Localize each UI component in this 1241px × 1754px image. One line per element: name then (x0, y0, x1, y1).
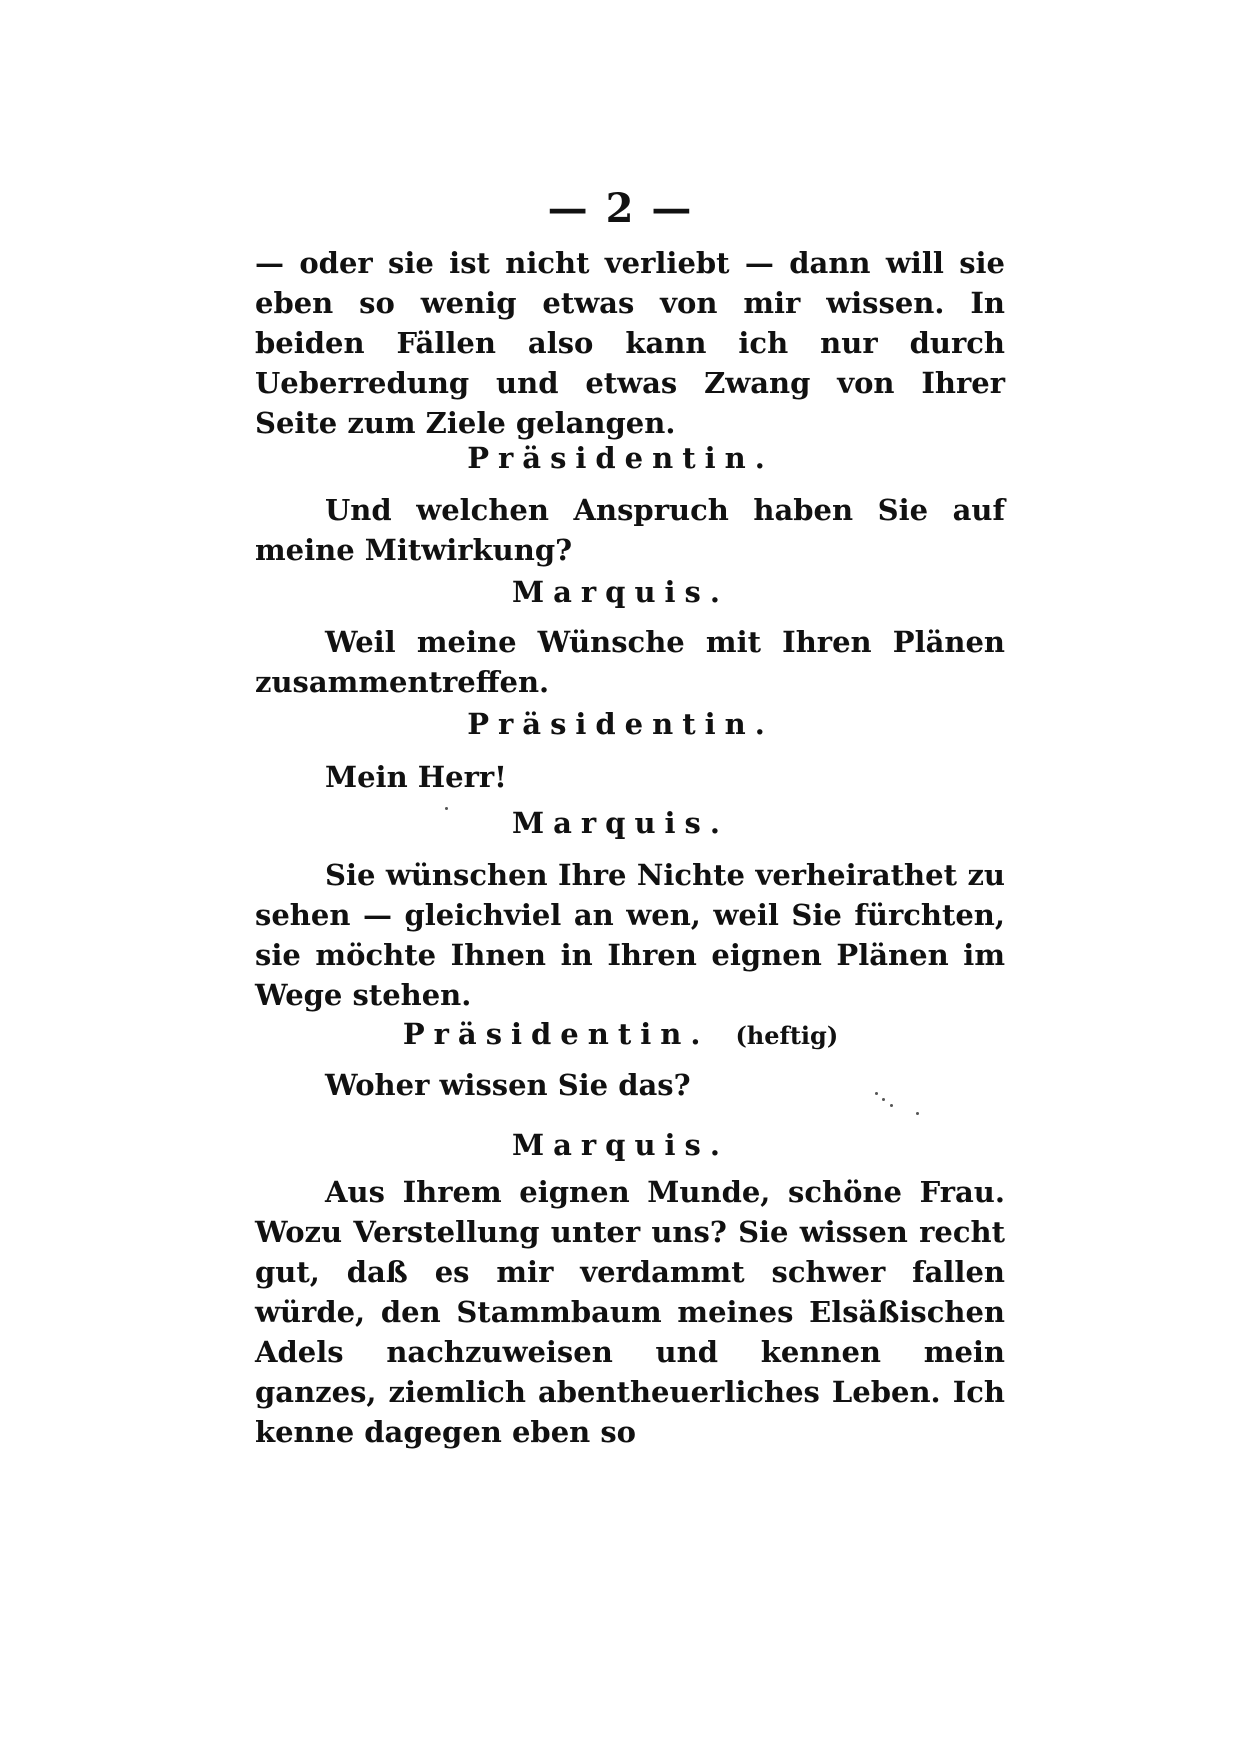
speaker-praesidentin: Präsidentin. (467, 441, 774, 475)
ink-speck (890, 1104, 893, 1107)
stage-direction: (heftig) (735, 1021, 839, 1050)
paragraph: Aus Ihrem eignen Munde, schöne Frau. Wozu Verstellung unter uns? Sie wissen recht gut, daß es mir verdammt schwer fallen würde, den Stammbaum meines Elsäßischen Adels nachzuweisen und kennen mein ganzes, ziemlich abentheuerliches Leben. Ich kenne dagegen eben so (255, 1175, 1005, 1449)
ink-speck (875, 1092, 878, 1095)
ink-speck (882, 1098, 885, 1101)
paragraph-continuation: — oder sie ist nicht verliebt — dann will sie eben so wenig etwas von mir wissen. In beiden Fällen also kann ich nur durch Ueberredung und etwas Zwang von Ihrer Seite zum Ziele gelangen. (255, 246, 1005, 440)
paragraph: Weil meine Wünsche mit Ihren Plänen zusammentreffen. (255, 625, 1005, 699)
speaker-marquis: Marquis. (512, 575, 729, 609)
ink-speck (916, 1112, 919, 1115)
paragraph: Sie wünschen Ihre Nichte verheirathet zu sehen — gleichviel an wen, weil Sie fürchten, sie möchte Ihnen in Ihren eignen Plänen im Wege stehen. (255, 858, 1005, 1012)
paragraph: Und welchen Anspruch haben Sie auf meine Mitwirkung? (255, 493, 1005, 567)
page-number: — 2 — (547, 185, 694, 232)
speaker-marquis: Marquis. (512, 1128, 729, 1162)
ink-speck (445, 807, 448, 810)
speaker-name: Präsidentin. (402, 1017, 710, 1051)
paragraph: Woher wissen Sie das? (325, 1068, 691, 1102)
speaker-praesidentin: Präsidentin. (467, 707, 774, 741)
speaker-praesidentin (0, 1017, 1241, 1051)
speaker-marquis: Marquis. (512, 806, 729, 840)
paragraph: Mein Herr! (325, 760, 507, 794)
